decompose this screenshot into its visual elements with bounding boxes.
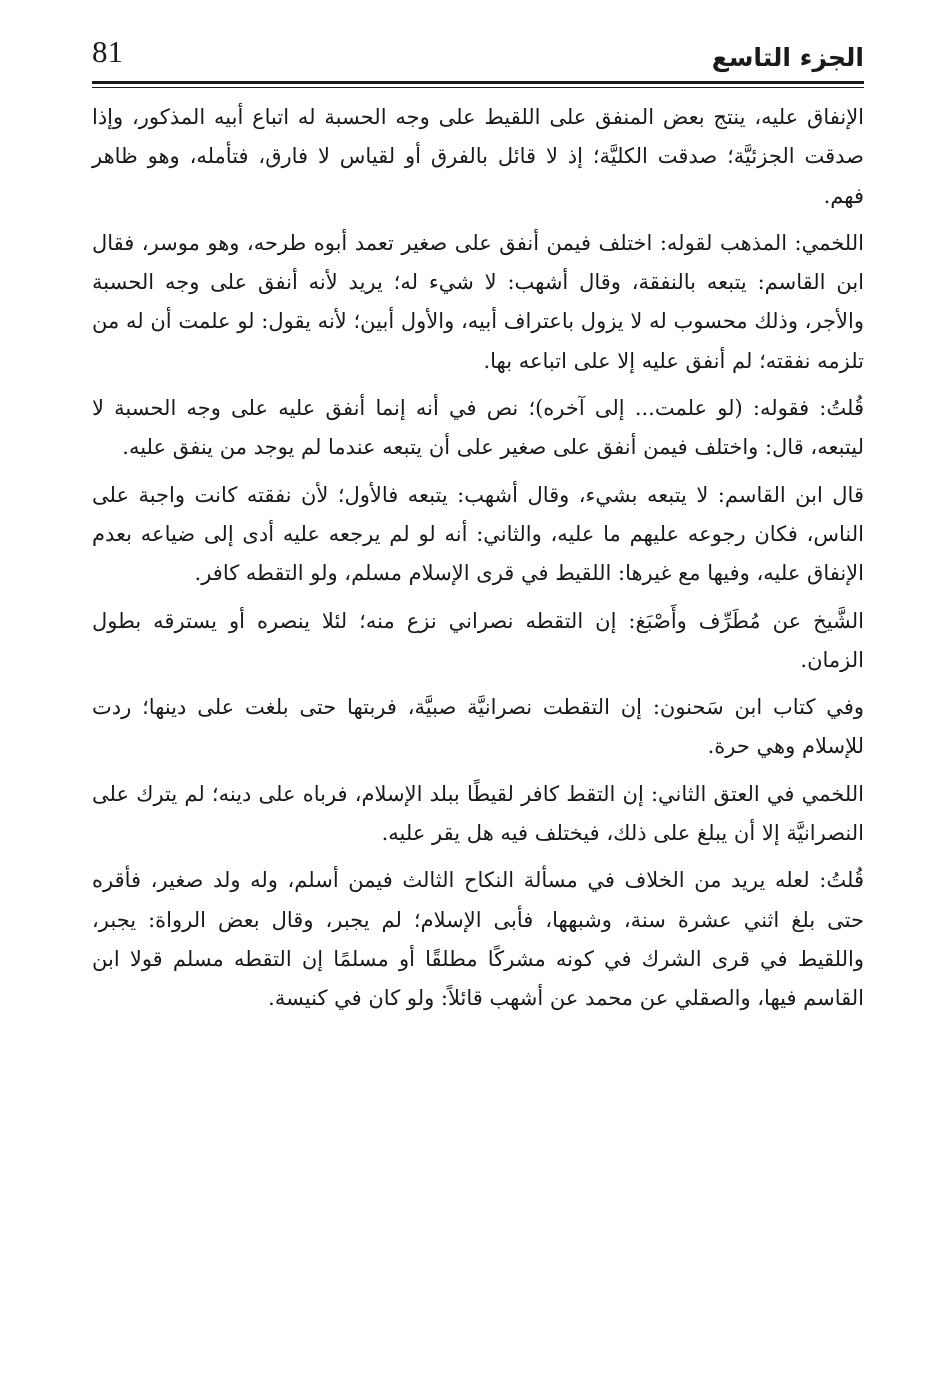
book-page xyxy=(92,30,864,1370)
paragraph: قال ابن القاسم: لا يتبعه بشيء، وقال أشهب: يتبعه فالأول؛ لأن نفقته كانت واجبة على الناس، فكان رجوعه عليهم ما عليه، والثاني: أنه لو لم يرجعه عليه أدى إلى ضياعه بعدم الإنفاق عليه، وفيها مع غيرها: اللقيط في قرى الإسلام مسلم، ولو التقطه كافر. xyxy=(92,482,864,586)
header-rule-thick xyxy=(92,81,864,84)
paragraph: قُلتُ: فقوله: (لو علمت... إلى آخره)؛ نص في أنه إنما أنفق عليه على وجه الحسبة لا ليتبعه، قال: واختلف فيمن أنفق على صغير على أن يتبعه عندما لم يوجد من ينفق عليه. xyxy=(92,396,864,460)
paragraph: الشَّيخ عن مُطَرِّف وأَصْبَغ: إن التقطه نصراني نزع منه؛ لئلا ينصره أو يسترقه بطول الزمان. xyxy=(92,608,864,672)
paragraph: وفي كتاب ابن سَحنون: إن التقطت نصرانيَّة صبيَّة، فربتها حتى بلغت على دينها؛ ردت للإسلام وهي حرة. xyxy=(92,695,864,759)
page-number: 81 xyxy=(92,34,123,69)
running-title: الجزء التاسع xyxy=(711,43,864,72)
paragraph: الإنفاق عليه، ينتج بعض المنفق على اللقيط على وجه الحسبة له اتباع أبيه المذكور، وإذا صدقت الجزئيَّة؛ صدقت الكليَّة؛ إذ لا قائل بالفرق أو لقياس لا فارق، فتأمله، وهو ظاهر فهم. xyxy=(92,105,864,208)
paragraph: اللخمي في العتق الثاني: إن التقط كافر لقيطًا ببلد الإسلام، فرباه على دينه؛ لم يترك على النصرانيَّة إلا أن يبلغ على ذلك، فيختلف فيه هل يقر عليه. xyxy=(92,781,864,846)
body-text xyxy=(92,98,864,1027)
page-header xyxy=(92,30,864,84)
paragraph: قُلتُ: لعله يريد من الخلاف في مسألة النكاح الثالث فيمن أسلم، وله ولد صغير، فأقره حتى بلغ اثني عشرة سنة، وشبهها، فأبى الإسلام؛ لم يجبر، وقال بعض الرواة: يجبر، واللقيط في قرى الشرك في كونه مشركًا مطلقًا أو مسلمًا إن التقطه مسلم قولا ابن القاسم فيها، والصقلي عن محمد عن أشهب قائلاً: ولو كان في كنيسة. xyxy=(92,868,864,1011)
header-rule-thin xyxy=(92,87,864,88)
paragraph: اللخمي: المذهب لقوله: اختلف فيمن أنفق على صغير تعمد أبوه طرحه، وهو موسر، فقال ابن القاسم: يتبعه بالنفقة، وقال أشهب: لا شيء له؛ يريد لأنه أنفق على وجه الحسبة والأجر، وذلك محسوب له لا يزول باعتراف أبيه، والأول أبين؛ لأنه يقول: لو علمت أن له من تلزمه نفقته؛ لم أنفق عليه إلا على اتباعه بها. xyxy=(92,230,864,373)
